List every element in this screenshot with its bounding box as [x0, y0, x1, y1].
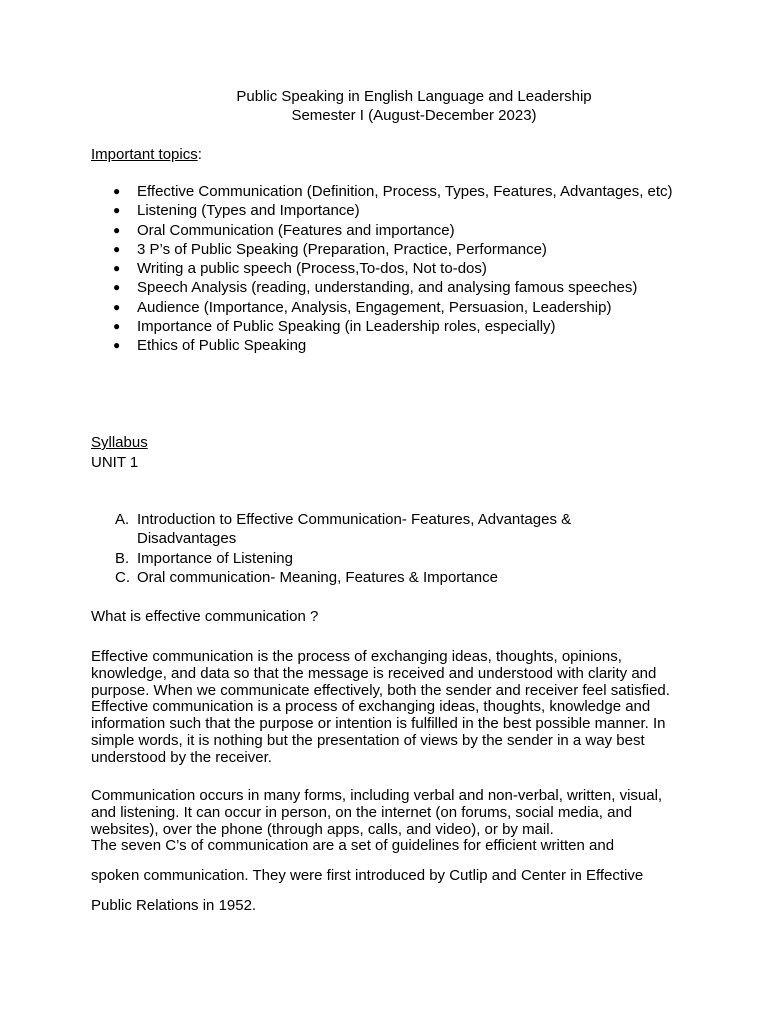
list-item — [91, 182, 691, 201]
syllabus-item-text: Oral communication- Meaning, Features & Importance — [137, 568, 498, 586]
list-marker: A. — [115, 511, 130, 528]
topics-list — [91, 182, 691, 356]
topic-text: Effective Communication (Definition, Process, Types, Features, Advantages, etc) — [137, 183, 673, 200]
list-item — [91, 240, 691, 259]
paragraph-seven-cs-line3: Public Relations in 1952. — [91, 897, 257, 914]
bullet-icon: ● — [113, 222, 121, 237]
document-title: Public Speaking in English Language and Leadership — [236, 88, 592, 105]
list-item — [91, 549, 651, 568]
question-heading: What is effective communication ? — [91, 608, 319, 625]
paragraph-definition: Effective communication is the process of exchanging ideas, thoughts, opinions, knowledge, and data so that the message is received and understood with clarity and purpose. When we communicate effectively, both the sender and receiver feel satisfied. Effective communication is a process of exchanging ideas, thoughts, knowledge and information such that the purpose or intention is fulfilled in the best possible manner. In simple words, it is nothing but the presentation of views by the sender in a way best understood by the receiver. — [91, 648, 670, 766]
topic-text: Ethics of Public Speaking — [137, 337, 307, 355]
list-item — [91, 201, 691, 220]
bullet-icon: ● — [113, 280, 121, 295]
important-topics-colon: : — [197, 146, 202, 163]
list-item — [91, 278, 691, 297]
list-item — [91, 259, 691, 278]
topic-text: Writing a public speech (Process,To-dos, Not to-dos) — [137, 260, 487, 278]
important-topics-label: Important topics — [91, 146, 198, 163]
bullet-icon: ● — [113, 241, 121, 256]
bullet-icon: ● — [113, 261, 121, 276]
list-item — [91, 298, 691, 317]
list-item — [91, 336, 691, 355]
bullet-icon: ● — [113, 203, 121, 218]
topic-text: 3 P’s of Public Speaking (Preparation, Practice, Performance) — [137, 240, 547, 258]
bullet-icon: ● — [113, 184, 121, 198]
list-item — [91, 317, 691, 336]
unit-label: UNIT 1 — [91, 454, 139, 471]
important-topics-heading — [91, 145, 202, 164]
list-marker: B. — [115, 549, 130, 567]
bullet-icon: ● — [113, 319, 121, 334]
syllabus-item-text: Importance of Listening — [137, 549, 293, 567]
list-marker: C. — [115, 568, 130, 586]
syllabus-item-text: Introduction to Effective Communication- Features, Advantages & Disadvantages — [137, 511, 572, 548]
topic-text: Importance of Public Speaking (in Leadership roles, especially) — [137, 318, 556, 336]
bullet-icon: ● — [113, 338, 121, 353]
topic-text: Listening (Types and Importance) — [137, 202, 360, 220]
paragraph-forms: Communication occurs in many forms, including verbal and non-verbal, written, visual, and listening. It can occur in person, on the internet (on forums, social media, and websites), over the phone (through apps, calls, and video), or by mail. — [91, 787, 663, 838]
bullet-icon: ● — [113, 299, 121, 314]
topic-text: Oral Communication (Features and importance) — [137, 221, 455, 239]
list-item — [91, 221, 691, 240]
list-item — [91, 510, 651, 549]
document-semester: Semester I (August-December 2023) — [291, 107, 537, 124]
paragraph-seven-cs-line1: The seven C’s of communication are a set of guidelines for efficient written and — [91, 837, 615, 854]
topic-text: Speech Analysis (reading, understanding, and analysing famous speeches) — [137, 279, 638, 297]
topic-text: Audience (Importance, Analysis, Engagement, Persuasion, Leadership) — [137, 298, 612, 316]
syllabus-list — [91, 510, 651, 587]
list-item — [91, 568, 651, 587]
paragraph-seven-cs-line2: spoken communication. They were first introduced by Cutlip and Center in Effective — [91, 867, 644, 884]
syllabus-heading: Syllabus — [91, 434, 148, 451]
